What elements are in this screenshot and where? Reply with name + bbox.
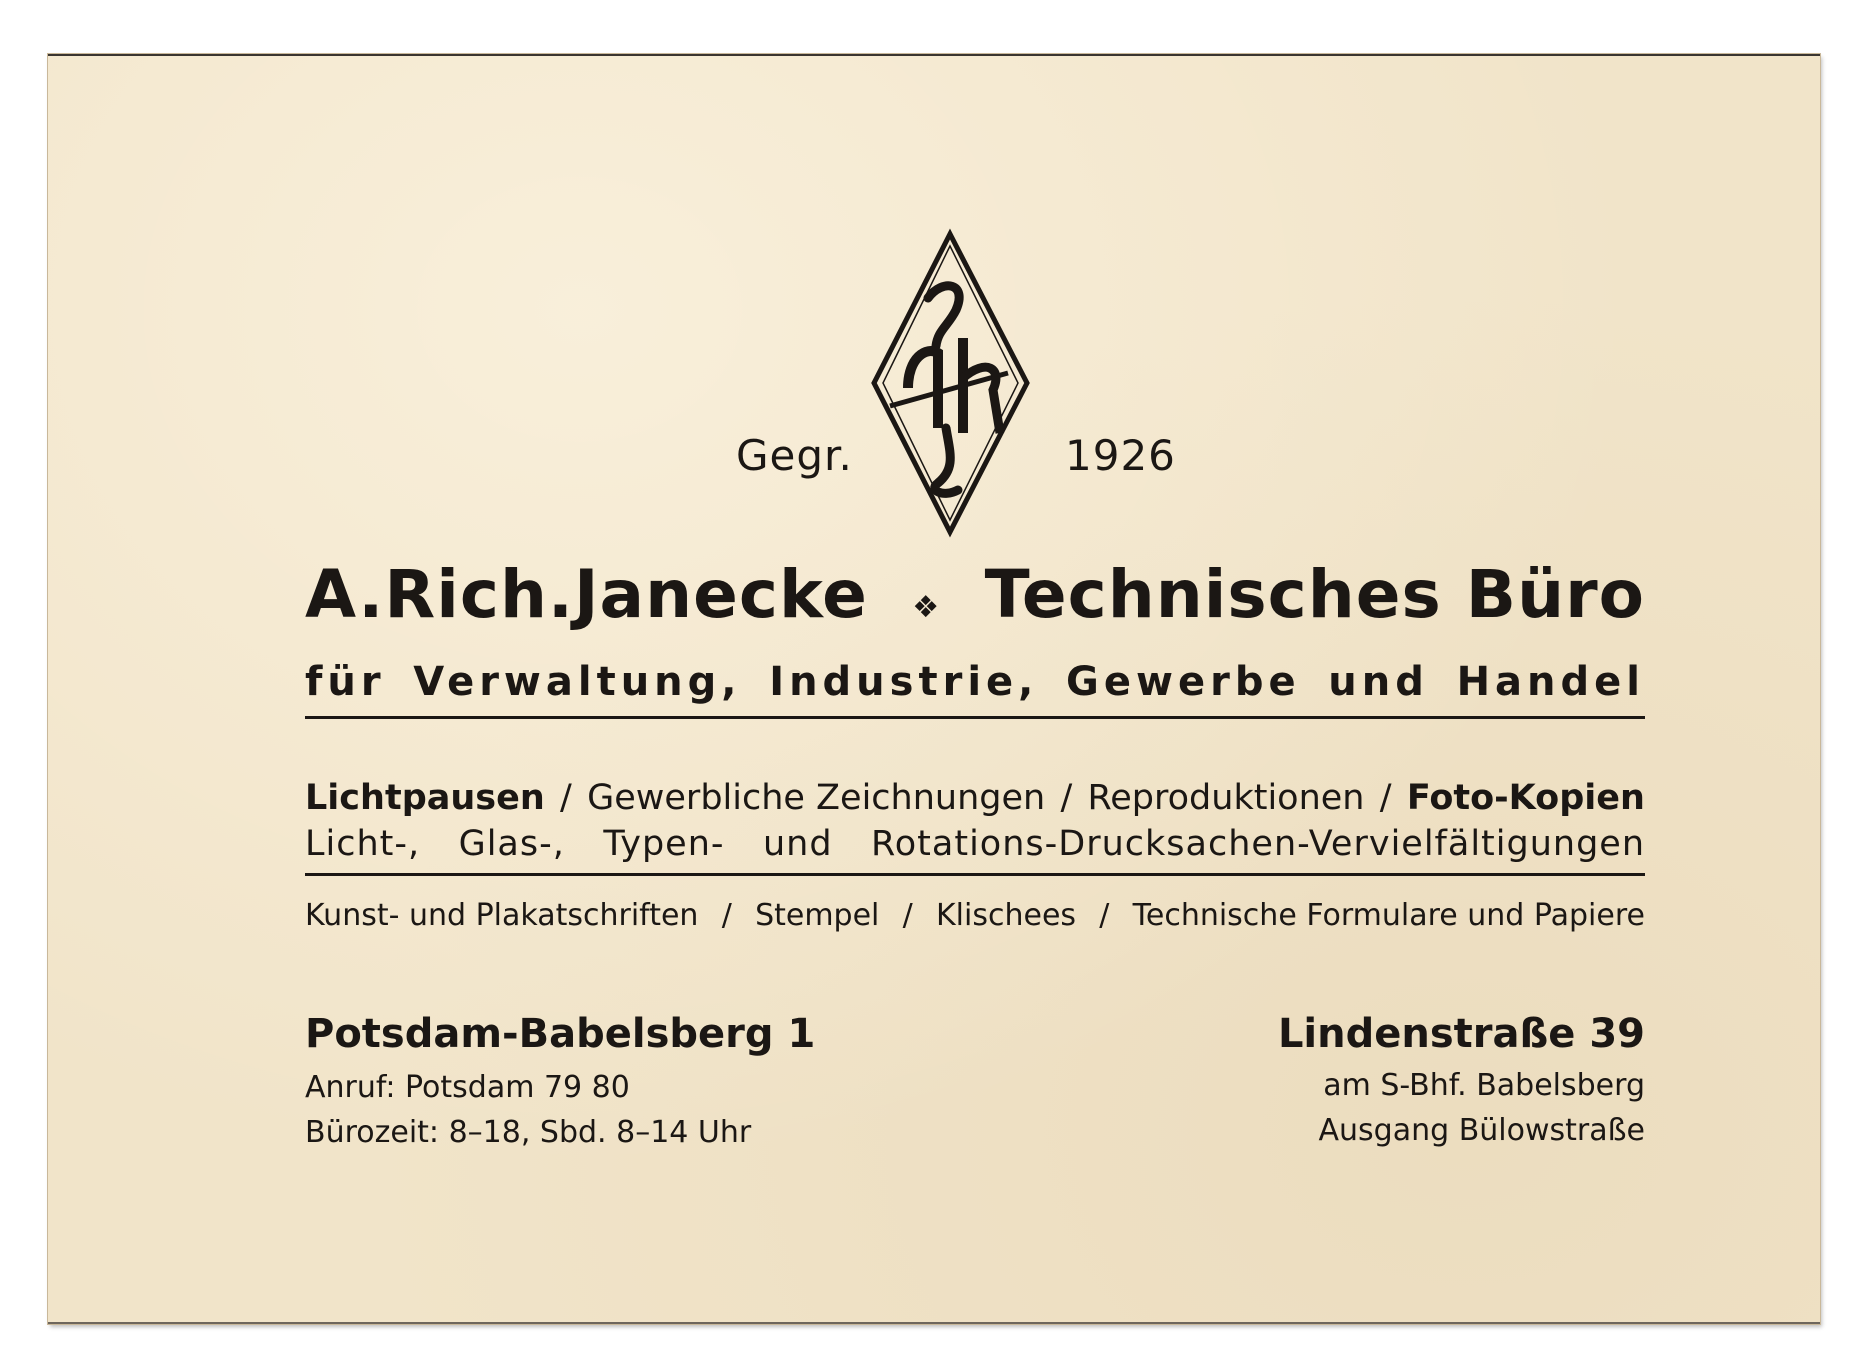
extra-service-item: Stempel: [755, 898, 880, 933]
service-item: Reproduktionen: [1087, 778, 1365, 818]
address-exit: Ausgang Bülowstraße: [1318, 1113, 1645, 1148]
founded-label: Gegr.: [736, 431, 853, 480]
phone-number: Anruf: Potsdam 79 80: [305, 1070, 630, 1105]
office-hours: Bürozeit: 8–18, Sbd. 8–14 Uhr: [305, 1115, 752, 1150]
service-item: Foto-Kopien: [1406, 778, 1645, 818]
extra-service-item: Technische Formulare und Papiere: [1132, 898, 1645, 933]
service-divider: /: [1379, 778, 1392, 818]
service-divider: /: [560, 778, 572, 818]
divider-top: [305, 716, 1645, 719]
extra-services-line: [305, 898, 1645, 933]
company-tagline: für Verwaltung, Industrie, Gewerbe und Handel: [305, 659, 1645, 705]
address-station: am S-Bhf. Babelsberg: [1323, 1068, 1645, 1103]
extra-service-divider: /: [721, 898, 732, 933]
extra-service-divider: /: [902, 898, 913, 933]
business-card: [48, 54, 1820, 1324]
service-item: Lichtpausen: [305, 778, 545, 818]
founded-year: 1926: [1065, 431, 1176, 480]
services-line: [305, 778, 1645, 818]
monogram-diamond-logo: [868, 228, 1033, 538]
divider-bottom: [305, 873, 1645, 876]
service-item: Gewerbliche Zeichnungen: [587, 778, 1046, 818]
ornament-separator: ❖: [912, 590, 941, 625]
duplication-services: Licht-, Glas-, Typen- und Rotations-Drucksachen-Vervielfältigungen: [305, 824, 1645, 864]
extra-service-divider: /: [1099, 898, 1110, 933]
company-name: [305, 556, 1645, 633]
company-name-part1: A.Rich.Janecke: [305, 556, 868, 633]
company-name-part2: Technisches Büro: [984, 556, 1645, 633]
address-street: Lindenstraße 39: [1277, 1011, 1645, 1057]
extra-service-item: Kunst- und Plakatschriften: [305, 898, 699, 933]
service-divider: /: [1060, 778, 1073, 818]
extra-service-item: Klischees: [936, 898, 1077, 933]
address-city: Potsdam-Babelsberg 1: [305, 1011, 816, 1057]
